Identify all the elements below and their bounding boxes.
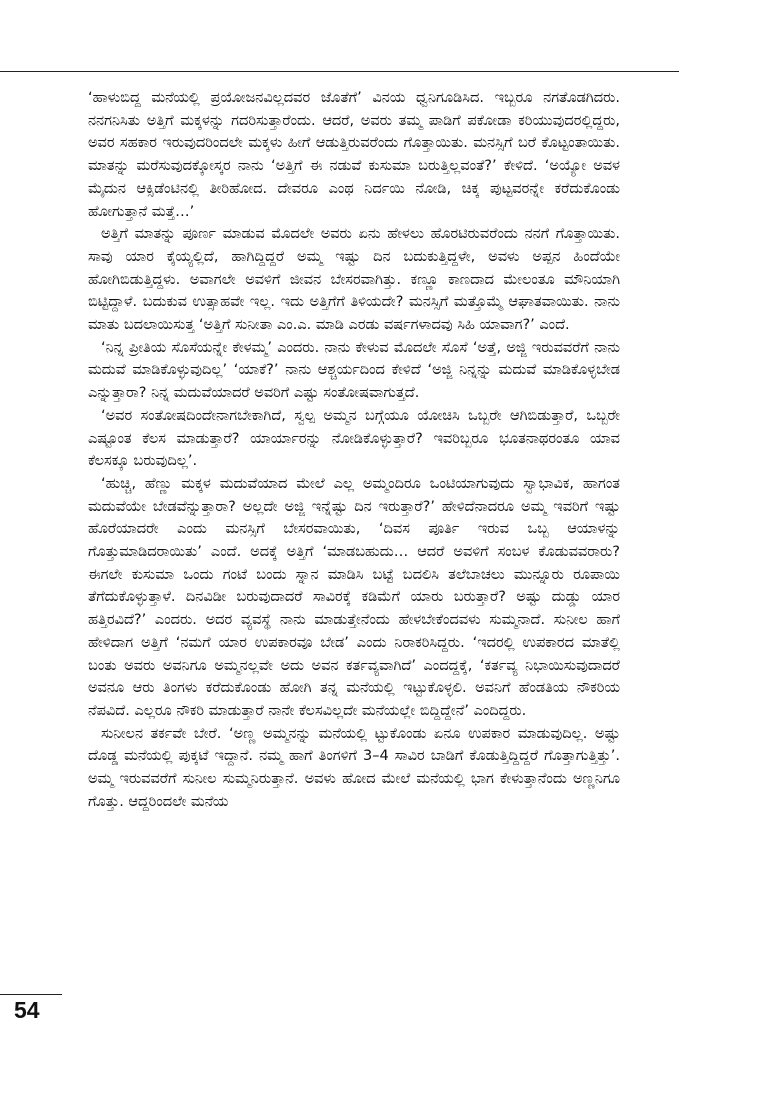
body-text xyxy=(88,87,620,814)
footer-rule xyxy=(0,994,62,995)
paragraph-5: ‘ಹುಚ್ಚಿ, ಹೆಣ್ಣು ಮಕ್ಕಳ ಮದುವೆಯಾದ ಮೇಲೆ ಎಲ್ಲ ಅಮ್ಮಂದಿರೂ ಒಂಟಿಯಾಗುವುದು ಸ್ವಾಭಾವಿಕ, ಹಾಗಂತ ಮದುವೆಯೇ ಬೇಡವೆನ್ನುತ್ತಾರಾ? ಅಲ್ಲದೇ ಅಜ್ಜಿ ಇನ್ನೆಷ್ಟು ದಿನ ಇರುತ್ತಾರೆ?’ ಹೇಳಿದೆನಾದರೂ ಅಮ್ಮ ಇವರಿಗೆ ಇಷ್ಟು ಹೊರೆಯಾದರೇ ಎಂದು ಮನಸ್ಸಿಗೆ ಬೇಸರವಾಯಿತು, ‘ದಿವಸ ಪೂರ್ತಿ ಇರುವ ಒಬ್ಬ ಆಯಾಳನ್ನು ಗೊತ್ತುಮಾಡಿದರಾಯಿತು’ ಎಂದೆ. ಅದಕ್ಕೆ ಅತ್ತಿಗೆ ‘ಮಾಡಬಹುದು… ಆದರೆ ಅವಳಿಗೆ ಸಂಬಳ ಕೊಡುವವರಾರು? ಈಗಲೇ ಕುಸುಮಾ ಒಂದು ಗಂಟೆ ಬಂದು ಸ್ನಾನ ಮಾಡಿಸಿ ಬಟ್ಟೆ ಬದಲಿಸಿ ತಲೆಬಾಚಲು ಮುನ್ನೂರು ರೂಪಾಯಿ ತೆಗೆದುಕೊಳ್ಳುತ್ತಾಳೆ. ದಿನವಿಡೀ ಬರುವುದಾದರೆ ಸಾವಿರಕ್ಕೆ ಕಡಿಮೆಗೆ ಯಾರು ಬರುತ್ತಾರೆ? ಅಷ್ಟು ದುಡ್ಡು ಯಾರ ಹತ್ತಿರವಿದೆ?’ ಎಂದರು. ಅದರ ವ್ಯವಸ್ಥೆ ನಾನು ಮಾಡುತ್ತೇನೆಂದು ಹೇಳಬೇಕೆಂದವಳು ಸುಮ್ಮನಾದೆ. ಸುನೀಲ ಹಾಗೆ ಹೇಳಿದಾಗ ಅತ್ತಿಗೆ ‘ನಮಗೆ ಯಾರ ಉಪಕಾರವೂ ಬೇಡ’ ಎಂದು ನಿರಾಕರಿಸಿದ್ದರು. ‘ಇದರಲ್ಲಿ ಉಪಕಾರದ ಮಾತೆಲ್ಲಿ ಬಂತು ಅವರು ಅವನಿಗೂ ಅಮ್ಮನಲ್ಲವೇ ಅದು ಅವನ ಕರ್ತವ್ಯವಾಗಿದೆ’ ಎಂದದ್ದಕ್ಕೆ, ‘ಕರ್ತವ್ಯ ನಿಭಾಯಿಸುವುದಾದರೆ ಅವನೂ ಆರು ತಿಂಗಳು ಕರೆದುಕೊಂಡು ಹೋಗಿ ತನ್ನ ಮನೆಯಲ್ಲಿ ಇಟ್ಟುಕೊಳ್ಳಲಿ. ಅವನಿಗೆ ಹೆಂಡತಿಯ ನೌಕರಿಯ ನೆಪವಿದೆ. ಎಲ್ಲರೂ ನೌಕರಿ ಮಾಡುತ್ತಾರೆ ನಾನೇ ಕೆಲಸವಿಲ್ಲದೇ ಮನೆಯಲ್ಲೇ ಬಿದ್ದಿದ್ದೇನೆ’ ಎಂದಿದ್ದರು. xyxy=(88,475,620,719)
page-number: 54 xyxy=(14,997,40,1023)
paragraph-4: ‘ಅವರ ಸಂತೋಷದಿಂದೇನಾಗಬೇಕಾಗಿದೆ, ಸ್ವಲ್ಪ ಅಮ್ಮನ ಬಗ್ಗೆಯೂ ಯೋಚಿಸಿ ಒಬ್ಬರೇ ಆಗಿಬಿಡುತ್ತಾರೆ, ಒಬ್ಬರೇ ಎಷ್ಟೂಂತ ಕೆಲಸ ಮಾಡುತ್ತಾರೆ? ಯಾರ್ಯಾರನ್ನು ನೋಡಿಕೊಳ್ಳುತ್ತಾರೆ? ಇವರಿಬ್ಬರೂ ಭೂತನಾಥರಂತೂ ಯಾವ ಕೆಲಸಕ್ಕೂ ಬರುವುದಿಲ್ಲ’. xyxy=(88,407,620,470)
paragraph-1: ‘ಹಾಳುಬಿದ್ದ ಮನೆಯಲ್ಲಿ ಪ್ರಯೋಜನವಿಲ್ಲದವರ ಜೊತೆಗೆ’ ವಿನಯ ಧ್ವನಿಗೂಡಿಸಿದ. ಇಬ್ಬರೂ ನಗತೊಡಗಿದರು. ನನಗನಿಸಿತು ಅತ್ತಿಗೆ ಮಕ್ಕಳನ್ನು ಗದರಿಸುತ್ತಾರೆಂದು. ಆದರೆ, ಅವರು ತಮ್ಮ ಪಾಡಿಗೆ ಪಕೋಡಾ ಕರಿಯುವುದರಲ್ಲಿದ್ದರು, ಅವರ ಸಹಕಾರ ಇರುವುದರಿಂದಲೇ ಮಕ್ಕಳು ಹೀಗೆ ಆಡುತ್ತಿರುವರೆಂದು ಗೊತ್ತಾಯಿತು. ಮನಸ್ಸಿಗೆ ಬರೆ ಕೊಟ್ಟಂತಾಯಿತು. ಮಾತನ್ನು ಮರೆಸುವುದಕ್ಕೋಸ್ಕರ ನಾನು ‘ಅತ್ತಿಗೆ ಈ ನಡುವೆ ಕುಸುಮಾ ಬರುತ್ತಿಲ್ಲವಂತೆ?’ ಕೇಳಿದೆ. ‘ಅಯ್ಯೋ ಅವಳ ಮೈದುನ ಆಕ್ಸಿಡೆಂಟಿನಲ್ಲಿ ತೀರಿಹೋದ. ದೇವರೂ ಎಂಥ ನಿರ್ದಯಿ ನೋಡಿ, ಚಿಕ್ಕ ಪುಟ್ಟವರನ್ನೇ ಕರೆದುಕೊಂಡು ಹೋಗುತ್ತಾನೆ ಮತ್ತೆ…’ xyxy=(88,90,620,220)
paragraph-6: ಸುನೀಲನ ತರ್ಕವೇ ಬೇರೆ. ‘ಅಣ್ಣ ಅಮ್ಮನನ್ನು ಮನೆಯಲ್ಲಿ ಟ್ಟುಕೊಂಡು ಏನೂ ಉಪಕಾರ ಮಾಡುವುದಿಲ್ಲ. ಅಷ್ಟು ದೊಡ್ಡ ಮನೆಯಲ್ಲಿ ಪುಕ್ಕಟೆ ಇದ್ದಾನೆ. ನಮ್ಮ ಹಾಗೆ ತಿಂಗಳಿಗೆ 3–4 ಸಾವಿರ ಬಾಡಿಗೆ ಕೊಡುತ್ತಿದ್ದಿದ್ದರೆ ಗೊತ್ತಾಗುತ್ತಿತ್ತು’. ಅಮ್ಮ ಇರುವವರೆಗೆ ಸುನೀಲ ಸುಮ್ಮನಿರುತ್ತಾನೆ. ಅವಳು ಹೋದ ಮೇಲೆ ಮನೆಯಲ್ಲಿ ಭಾಗ ಕೇಳುತ್ತಾನೆಂದು ಅಣ್ಣನಿಗೂ ಗೊತ್ತು. ಆದ್ದರಿಂದಲೇ ಮನೆಯ xyxy=(88,725,620,810)
top-rule xyxy=(0,71,679,72)
paragraph-2: ಅತ್ತಿಗೆ ಮಾತನ್ನು ಪೂರ್ಣ ಮಾಡುವ ಮೊದಲೇ ಅವರು ಏನು ಹೇಳಲು ಹೊರಟಿರುವರೆಂದು ನನಗೆ ಗೊತ್ತಾಯಿತು. ಸಾವು ಯಾರ ಕೈಯ್ಯಲ್ಲಿದೆ, ಹಾಗಿದ್ದಿದ್ದರೆ ಅಮ್ಮ ಇಷ್ಟು ದಿನ ಬದುಕುತ್ತಿದ್ದಳೇ, ಅವಳು ಅಪ್ಪನ ಹಿಂದೆಯೇ ಹೋಗಿಬಿಡುತ್ತಿದ್ದಳು. ಅವಾಗಲೇ ಅವಳಿಗೆ ಜೀವನ ಬೇಸರವಾಗಿತ್ತು. ಕಣ್ಣೂ ಕಾಣದಾದ ಮೇಲಂತೂ ಮೌನಿಯಾಗಿ ಬಿಟ್ಟಿದ್ದಾಳೆ. ಬದುಕುವ ಉತ್ಸಾಹವೇ ಇಲ್ಲ. ಇದು ಅತ್ತಿಗೆಗೆ ತಿಳಿಯದೇ? ಮನಸ್ಸಿಗೆ ಮತ್ತೊಮ್ಮೆ ಆಘಾತವಾಯಿತು. ನಾನು ಮಾತು ಬದಲಾಯಿಸುತ್ತ ‘ಅತ್ತಿಗೆ ಸುನೀತಾ ಎಂ.ಎ. ಮಾಡಿ ಎರಡು ವರ್ಷಗಳಾದವು ಸಿಹಿ ಯಾವಾಗ?’ ಎಂದೆ. xyxy=(88,226,620,334)
paragraph-3: ‘ನಿನ್ನ ಪ್ರೀತಿಯ ಸೊಸೆಯನ್ನೇ ಕೇಳಮ್ಮ’ ಎಂದರು. ನಾನು ಕೇಳುವ ಮೊದಲೇ ಸೊಸೆ ‘ಅತ್ತೆ, ಅಜ್ಜಿ ಇರುವವರೆಗೆ ನಾನು ಮದುವೆ ಮಾಡಿಕೊಳ್ಳುವುದಿಲ್ಲ’ ‘ಯಾಕೆ?’ ನಾನು ಆಶ್ಚರ್ಯದಿಂದ ಕೇಳಿದೆ ‘ಅಜ್ಜಿ ನಿನ್ನನ್ನು ಮದುವೆ ಮಾಡಿಕೊಳ್ಳಬೇಡ ಎನ್ನುತ್ತಾರಾ? ನಿನ್ನ ಮದುವೆಯಾದರೆ ಅವರಿಗೆ ಎಷ್ಟು ಸಂತೋಷವಾಗುತ್ತದೆ. xyxy=(88,339,620,402)
